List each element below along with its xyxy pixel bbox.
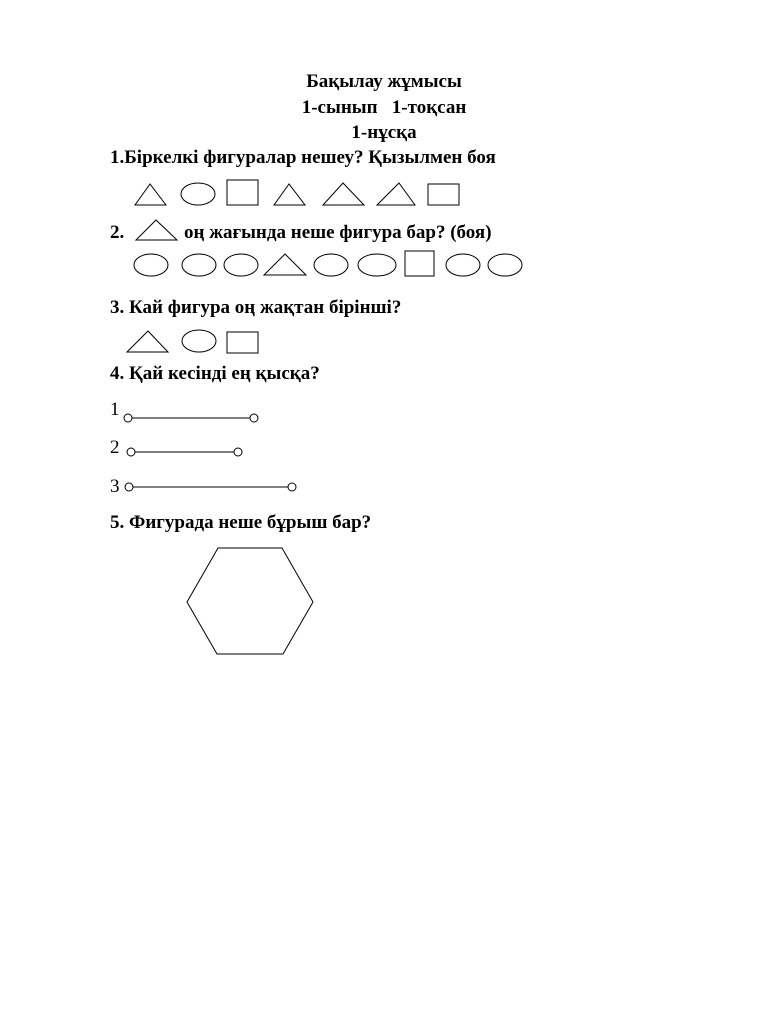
segment-2 bbox=[127, 448, 242, 456]
oval-figure bbox=[181, 183, 215, 205]
question-2: оң жағында неше фигура бар? (боя) bbox=[184, 222, 492, 243]
oval-figure bbox=[358, 254, 396, 276]
triangle-figure bbox=[135, 184, 166, 205]
segment-label-3: 3 bbox=[110, 476, 120, 497]
oval-figure bbox=[182, 330, 216, 352]
segment-1 bbox=[124, 414, 258, 422]
question-1: 1.Біркелкі фигуралар нешеу? Қызылмен боя bbox=[110, 147, 496, 168]
question-3: 3. Кай фигура оң жақтан бірінші? bbox=[110, 297, 402, 318]
hexagon-figure bbox=[187, 548, 313, 654]
rectangle-figure bbox=[227, 332, 258, 353]
segment-label-1: 1 bbox=[110, 399, 120, 420]
oval-figure bbox=[488, 254, 522, 276]
page-title: Бақылау жұмысы bbox=[306, 71, 462, 92]
question-2-number: 2. bbox=[110, 222, 125, 243]
oval-figure bbox=[182, 254, 216, 276]
oval-figure bbox=[224, 254, 258, 276]
triangle-figure bbox=[377, 183, 415, 205]
q1-figure-row bbox=[135, 180, 459, 205]
triangle-figure bbox=[274, 184, 305, 205]
triangle-figure bbox=[323, 183, 364, 205]
oval-figure bbox=[314, 254, 348, 276]
oval-figure bbox=[134, 254, 168, 276]
question-5: 5. Фигурада неше бұрыш бар? bbox=[110, 512, 372, 533]
segment-3 bbox=[125, 483, 296, 491]
q3-figure-row bbox=[127, 330, 258, 353]
square-figure bbox=[227, 180, 258, 205]
variant: 1-нұсқа bbox=[351, 122, 417, 143]
class-term: 1-сынып 1-тоқсан bbox=[301, 97, 467, 118]
segment-label-2: 2 bbox=[110, 437, 120, 458]
triangle-figure bbox=[264, 254, 306, 275]
square-figure bbox=[405, 251, 434, 276]
q2-reference-triangle bbox=[136, 220, 177, 240]
oval-figure bbox=[446, 254, 480, 276]
triangle-figure bbox=[127, 331, 168, 352]
question-4: 4. Қай кесінді ең қысқа? bbox=[110, 363, 320, 384]
rectangle-figure bbox=[428, 184, 459, 205]
q2-figure-row bbox=[134, 251, 522, 276]
